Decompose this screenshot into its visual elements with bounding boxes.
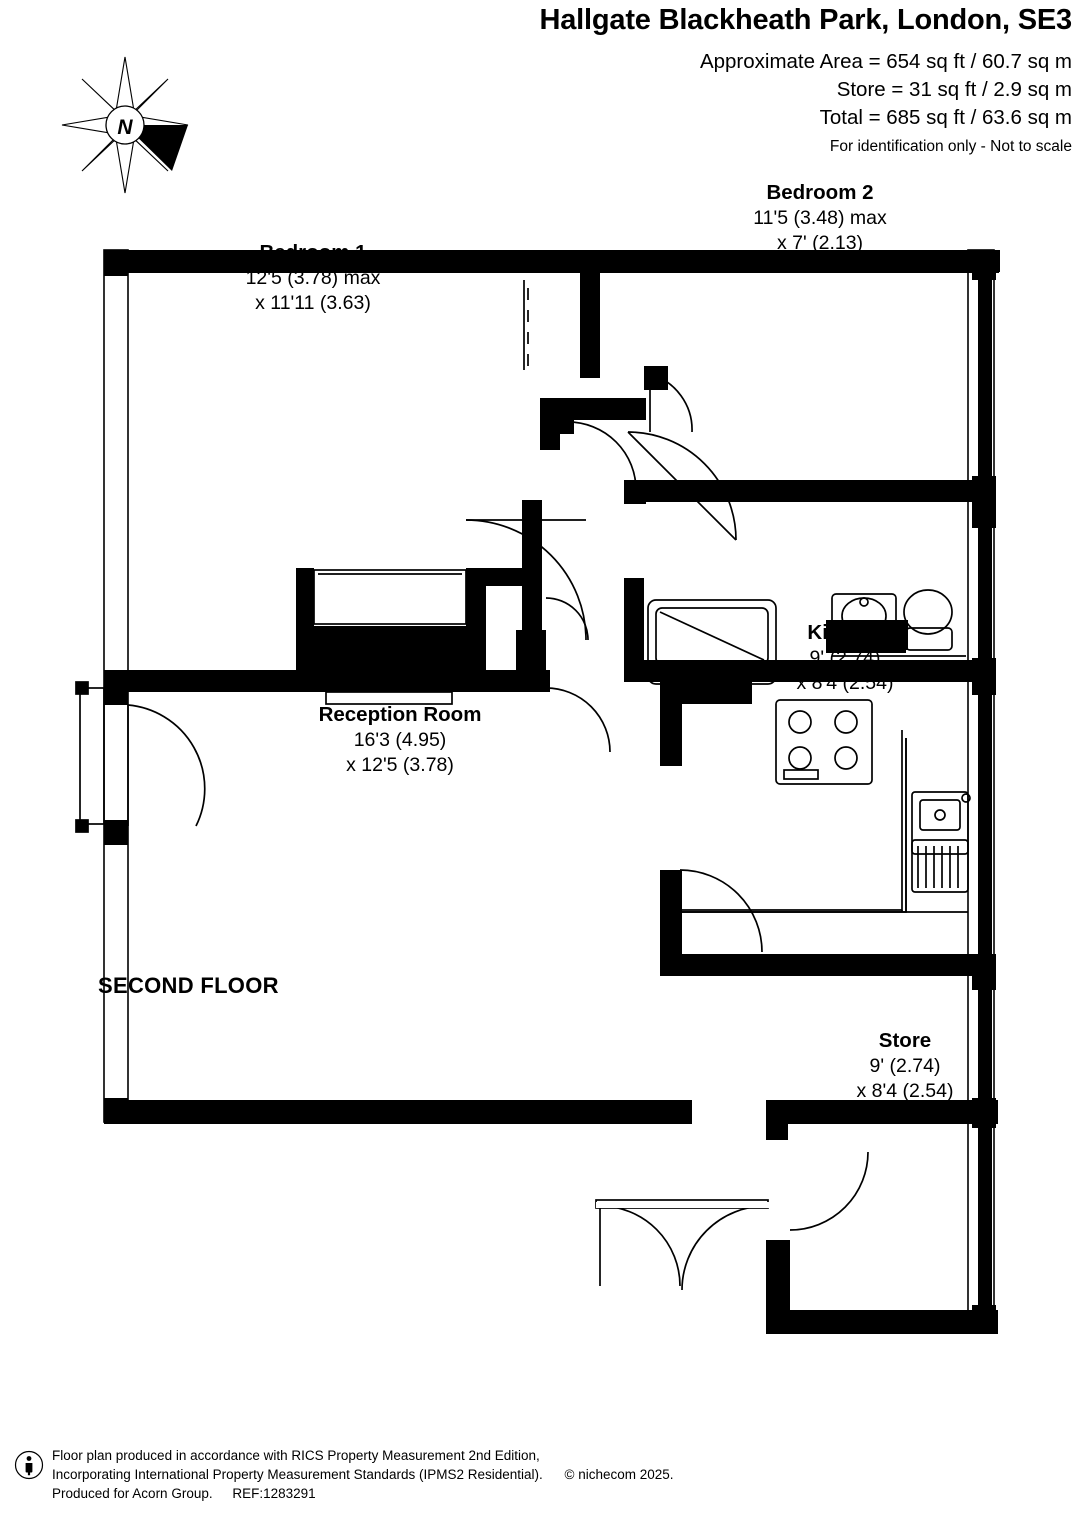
room-label-store xyxy=(755,1028,1055,1104)
approximate-area-text: Approximate Area = 654 sq ft / 60.7 sq m xyxy=(699,50,1072,73)
compass-north-letter: N xyxy=(117,116,133,139)
footer-reference-text: REF:1283291 xyxy=(232,1486,316,1501)
room-dimension-2: x 8'4 (2.54) xyxy=(796,672,894,695)
room-label-bedroom-2 xyxy=(660,180,980,256)
room-label-kitchen xyxy=(700,620,990,696)
disclaimer-text: For identification only - Not to scale xyxy=(829,138,1072,155)
footer-ipms-text: Incorporating International Property Measurement Standards (IPMS2 Residential). xyxy=(52,1467,543,1482)
room-dimension-2: x 11'11 (3.63) xyxy=(255,292,371,315)
room-name: Kitchen xyxy=(807,621,883,644)
floor-plan-drawing xyxy=(0,170,1080,1400)
room-dimension-1: 11'5 (3.48) max xyxy=(753,207,887,230)
room-dimension-2: x 7' (2.13) xyxy=(776,232,864,255)
store-area-text: Store = 31 sq ft / 2.9 sq m xyxy=(836,78,1072,101)
room-dimension-1: 9' (2.74) xyxy=(869,1055,941,1078)
footer-produced-for-text: Produced for Acorn Group. xyxy=(52,1486,213,1501)
total-area-text: Total = 685 sq ft / 63.6 sq m xyxy=(819,106,1072,129)
room-dimension-1: 12'5 (3.78) max xyxy=(245,267,381,290)
person-info-icon xyxy=(14,1450,44,1480)
room-dimension-1: 9' (2.74) xyxy=(809,647,881,670)
room-name: Bedroom 2 xyxy=(766,181,874,204)
room-dimension-2: x 8'4 (2.54) xyxy=(856,1080,954,1103)
footer-copyright-text: © nichecom 2025. xyxy=(564,1467,674,1482)
room-name: Reception Room xyxy=(318,703,482,726)
room-name: Bedroom 1 xyxy=(259,241,367,264)
footer-line-2 xyxy=(52,1465,674,1484)
room-label-bedroom-1 xyxy=(168,240,458,316)
room-name: Store xyxy=(878,1029,932,1052)
page-title: Hallgate Blackheath Park, London, SE3 xyxy=(539,4,1072,36)
room-dimension-2: x 12'5 (3.78) xyxy=(346,754,454,777)
floor-level-label: SECOND FLOOR xyxy=(98,973,279,998)
footer-line-1: Floor plan produced in accordance with RICS Property Measurement 2nd Edition, xyxy=(52,1448,540,1463)
footer xyxy=(0,1444,1080,1514)
room-label-reception-room xyxy=(200,702,600,778)
footer-line-3 xyxy=(52,1484,316,1503)
room-dimension-1: 16'3 (4.95) xyxy=(353,729,447,752)
